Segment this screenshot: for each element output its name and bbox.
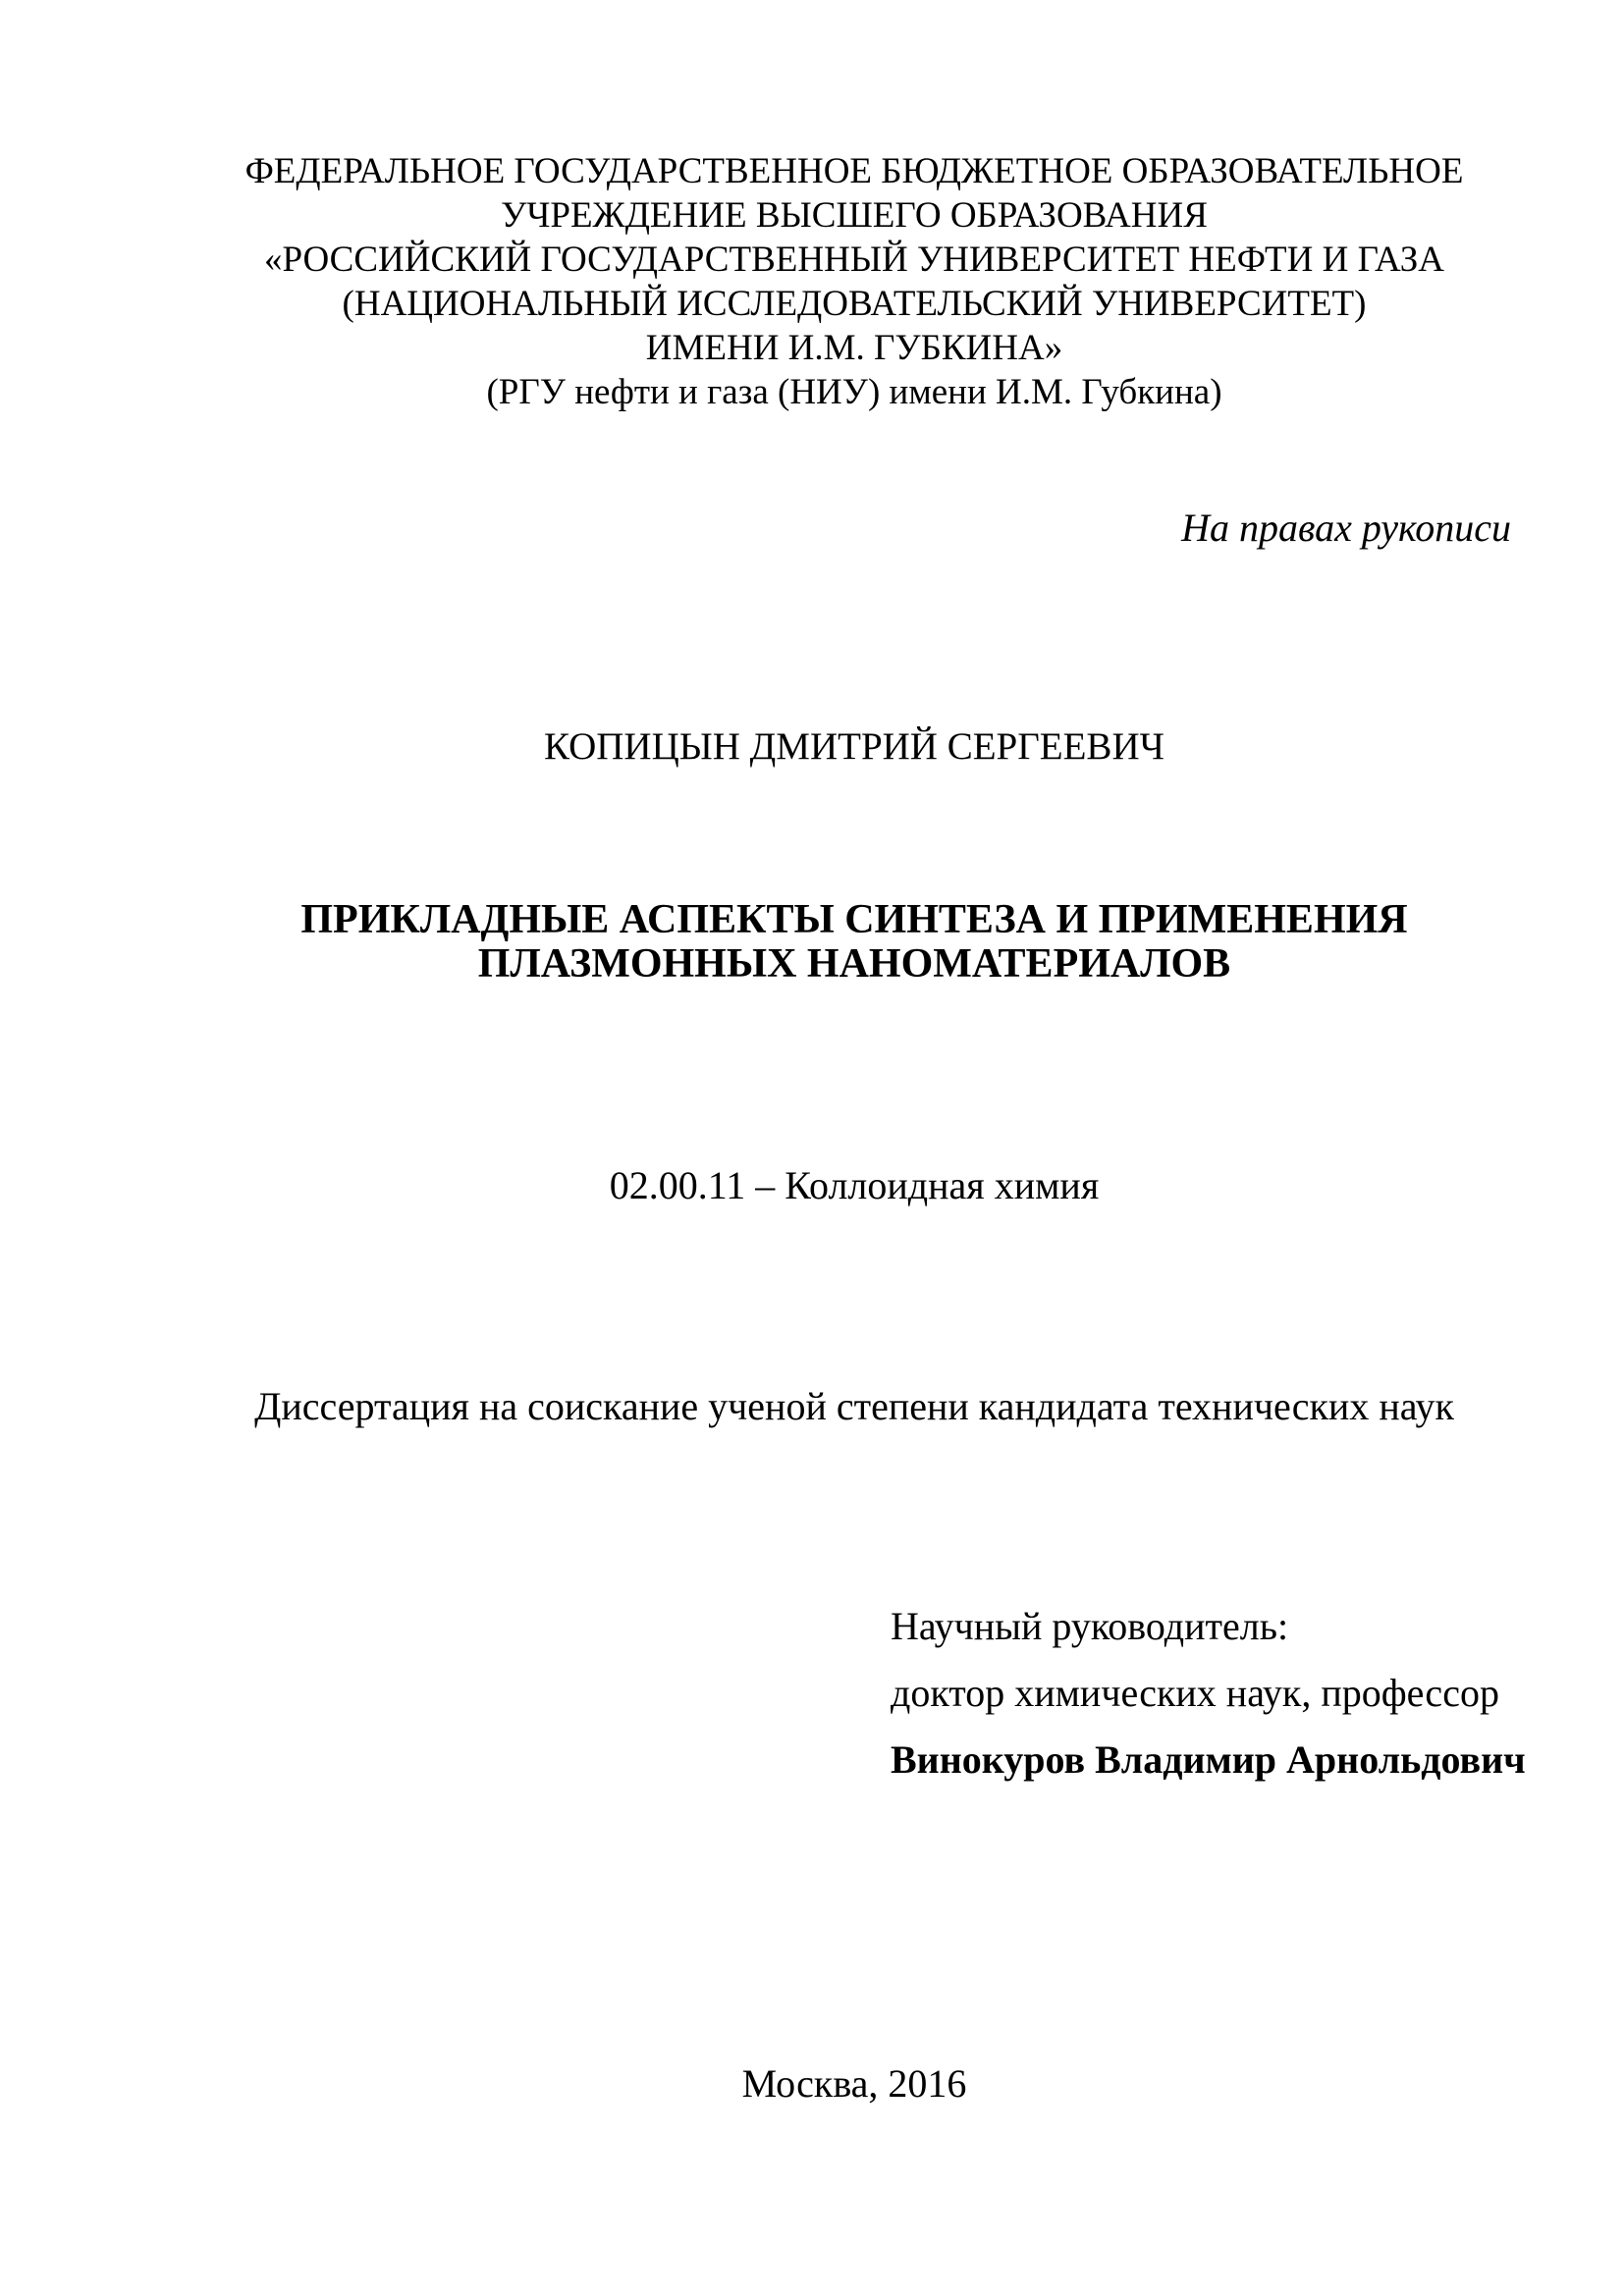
institution-line-1: ФЕДЕРАЛЬНОЕ ГОСУДАРСТВЕННОЕ БЮДЖЕТНОЕ ОБРАЗОВАТЕЛЬНОЕ [244,151,1464,191]
manuscript-rights-note: На правах рукописи [1181,506,1511,550]
supervisor-label: Научный руководитель: [891,1604,1289,1648]
institution-line-2: УЧРЕЖДЕНИЕ ВЫСШЕГО ОБРАЗОВАНИЯ [501,195,1208,236]
specialty-code-line: 02.00.11 – Коллоидная химия [609,1163,1100,1207]
supervisor-name: Винокуров Владимир Арнольдович [891,1737,1526,1782]
institution-line-5: ИМЕНИ И.М. ГУБКИНА» [645,328,1063,368]
dissertation-title-line-2: ПЛАЗМОННЫХ НАНОМАТЕРИАЛОВ [477,941,1231,987]
institution-line-4: (НАЦИОНАЛЬНЫЙ ИССЛЕДОВАТЕЛЬСКИЙ УНИВЕРСИТЕТ) [342,284,1367,324]
degree-pursuit-line: Диссертация на соискание ученой степени кандидата технических наук [254,1384,1454,1428]
supervisor-block [891,1604,1526,1782]
city-year-line: Москва, 2016 [741,2061,967,2106]
dissertation-title [152,898,1556,987]
institution-line-3: «РОССИЙСКИЙ ГОСУДАРСТВЕННЫЙ УНИВЕРСИТЕТ НЕФТИ И ГАЗА [263,240,1445,280]
supervisor-degree: доктор химических наук, профессор [891,1671,1499,1715]
institution-block [152,149,1556,414]
institution-line-6: (РГУ нефти и газа (НИУ) имени И.М. Губкина) [486,372,1222,412]
author-name: КОПИЦЫН ДМИТРИЙ СЕРГЕЕВИЧ [544,725,1164,768]
dissertation-title-line-1: ПРИКЛАДНЫЕ АСПЕКТЫ СИНТЕЗА И ПРИМЕНЕНИЯ [300,897,1408,942]
